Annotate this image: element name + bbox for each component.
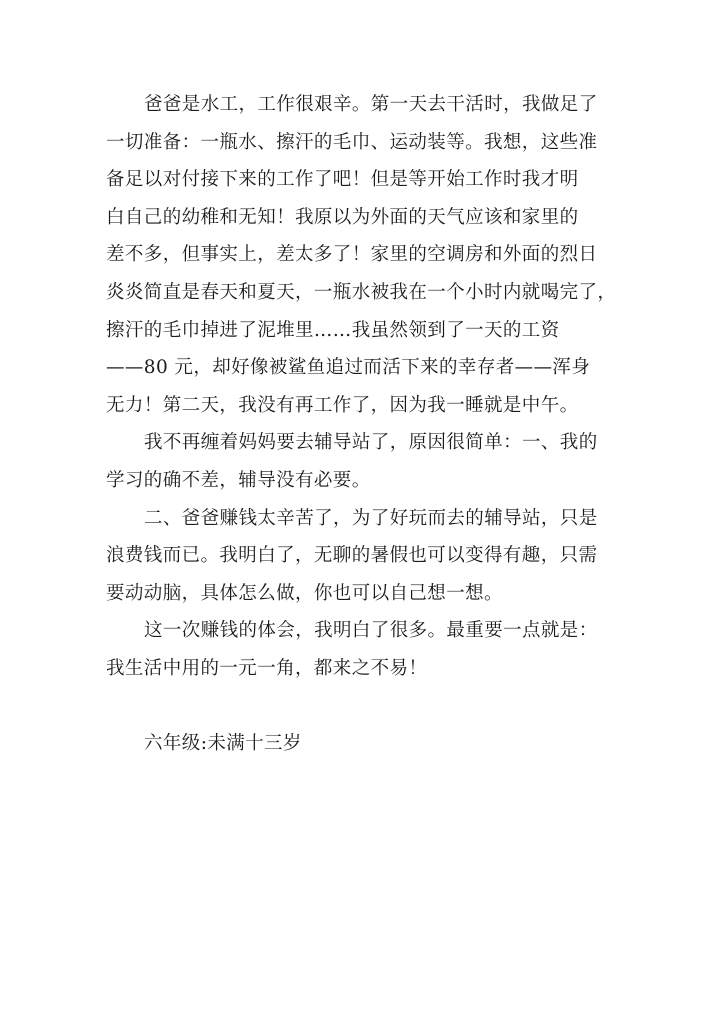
text-line: 爸爸是水工，工作很艰辛。第一天去干活时，我做足了 (144, 94, 598, 115)
text-line: 无力！第二天，我没有再工作了，因为我一睡就是中午。 (106, 394, 579, 416)
text-line: 我不再缠着妈妈要去辅导站了，原因很简单：一、我的 (144, 432, 598, 454)
text-line: 差不多，但事实上，差太多了！家里的空调房和外面的烈日 (106, 244, 598, 266)
text-line: 要动动脑，具体怎么做，你也可以自己想一想。 (106, 582, 503, 604)
text-line: 擦汗的毛巾掉进了泥堆里……我虽然领到了一天的工资 (106, 319, 560, 341)
text-line: 这一次赚钱的体会，我明白了很多。最重要一点就是： (144, 620, 598, 642)
text-line: 白自己的幼稚和无知！我原以为外面的天气应该和家里的 (106, 206, 579, 228)
text-line: ——80 元，却好像被鲨鱼追过而活下来的幸存者——浑身 (106, 357, 591, 379)
text-line: 二、爸爸赚钱太辛苦了，为了好玩而去的辅导站，只是 (144, 507, 598, 529)
text-line: 浪费钱而已。我明白了，无聊的暑假也可以变得有趣，只需 (106, 545, 598, 567)
text-line: 学习的确不差，辅导没有必要。 (106, 469, 371, 491)
essay-body (106, 86, 626, 688)
text-line: 备足以对付接下来的工作了吧！但是等开始工作时我才明 (106, 169, 579, 191)
author-signature: 六年级:未满十三岁 (144, 733, 302, 754)
text-line: 炎炎简直是春天和夏天，一瓶水被我在一个小时内就喝完了， (106, 281, 617, 303)
text-line: 一切准备：一瓶水、擦汗的毛巾、运动装等。我想，这些准 (106, 131, 598, 153)
text-line: 我生活中用的一元一角，都来之不易！ (106, 657, 428, 679)
